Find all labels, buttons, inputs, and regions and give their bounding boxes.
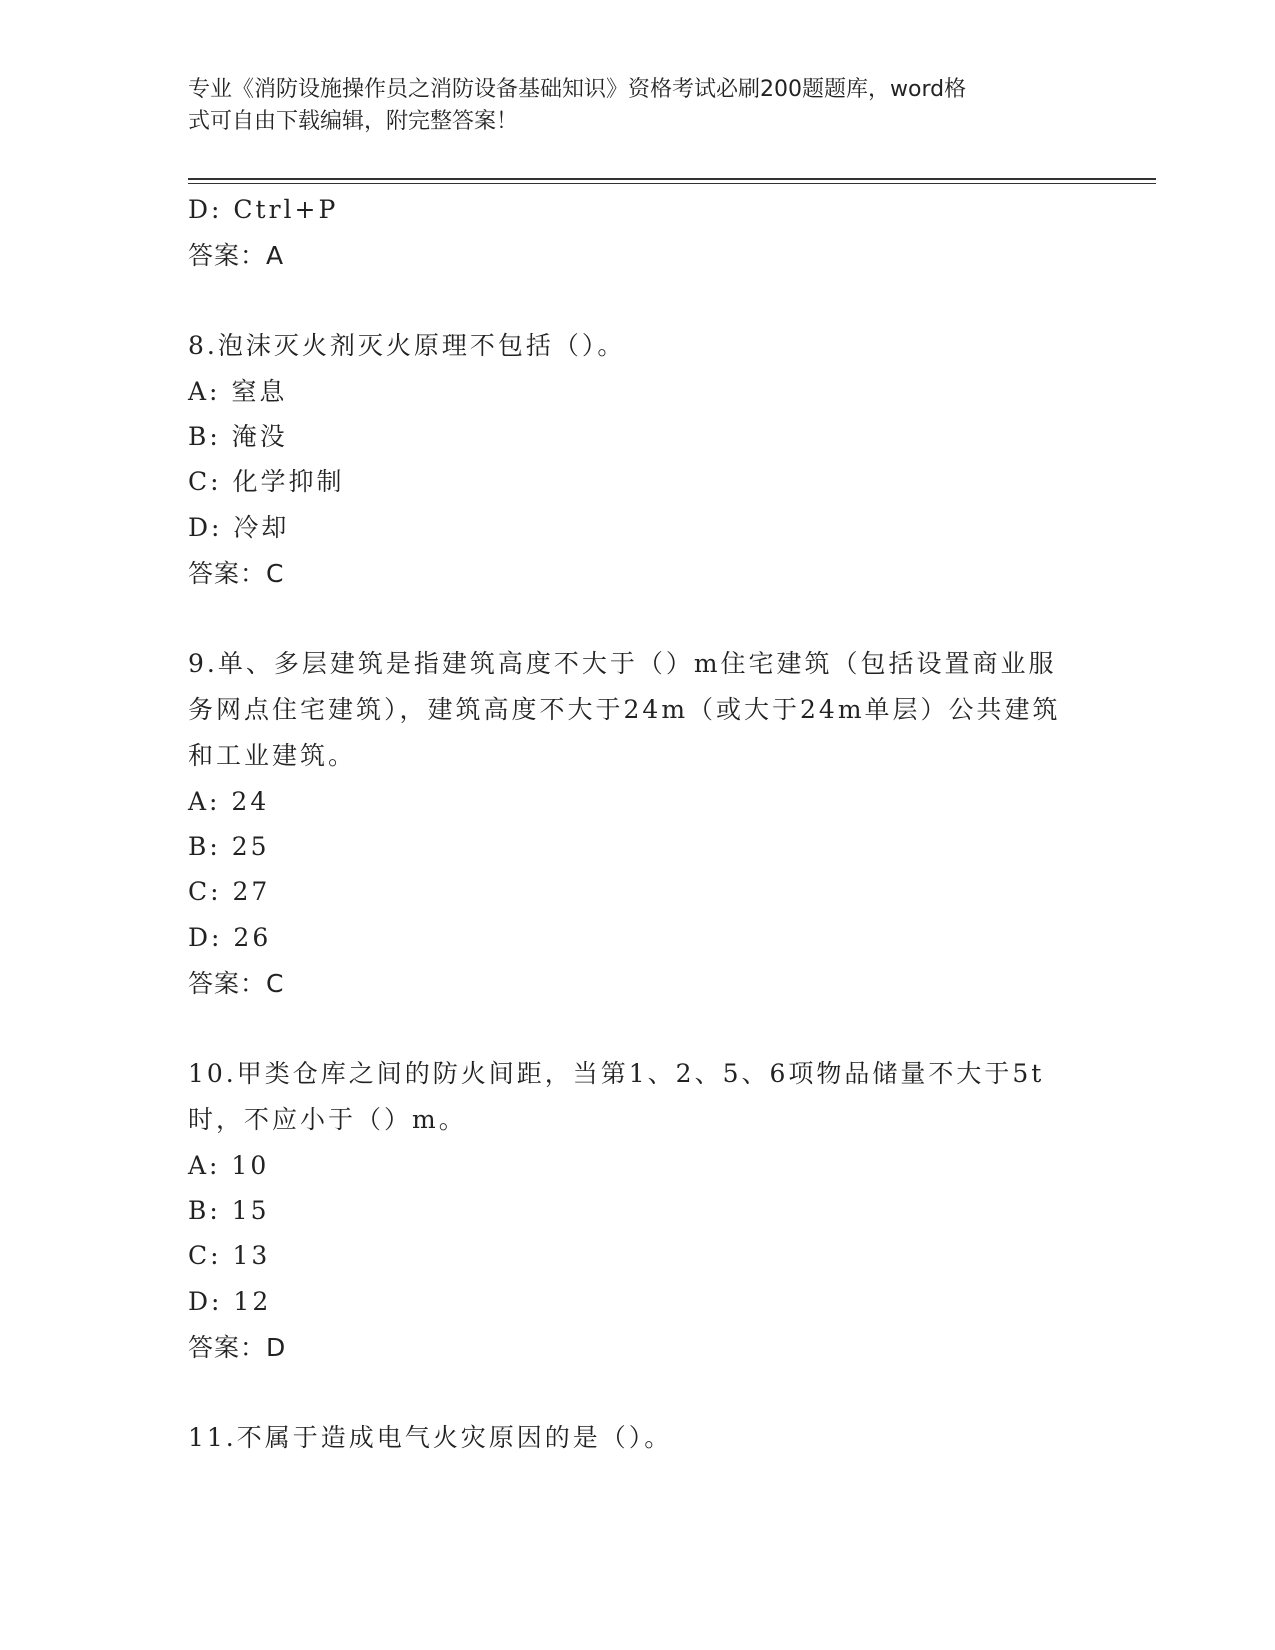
q11-question: 11.不属于造成电气火灾原因的是（）。 xyxy=(188,1423,673,1452)
q8-answer: 答案：C xyxy=(188,559,285,588)
q8-option-b: B: 淹没 xyxy=(188,422,288,451)
q9-question-line-1: 9.单、多层建筑是指建筑高度不大于（）m住宅建筑（包括设置商业服 xyxy=(188,649,1057,678)
q9-question-line-3: 和工业建筑。 xyxy=(188,741,357,770)
header-line-1: 专业《消防设施操作员之消防设备基础知识》资格考试必刷200题题库，word格 xyxy=(188,77,967,102)
q10-option-b: B: 15 xyxy=(188,1196,270,1225)
q7-answer: 答案：A xyxy=(188,241,285,270)
header-divider-thin xyxy=(188,183,1156,184)
q10-question-line-2: 时，不应小于（）m。 xyxy=(188,1105,467,1134)
q8-option-c: C: 化学抑制 xyxy=(188,467,345,496)
q9-option-c: C: 27 xyxy=(188,877,271,906)
q10-option-d: D: 12 xyxy=(188,1287,272,1316)
q10-option-a: A: 10 xyxy=(188,1151,270,1180)
q9-answer: 答案：C xyxy=(188,969,285,998)
q8-question: 8.泡沫灭火剂灭火原理不包括（）。 xyxy=(188,331,626,360)
q9-option-b: B: 25 xyxy=(188,832,270,861)
q10-question-line-1: 10.甲类仓库之间的防火间距，当第1、2、5、6项物品储量不大于5t xyxy=(188,1059,1045,1088)
q8-option-d: D: 冷却 xyxy=(188,513,290,542)
q8-option-a: A: 窒息 xyxy=(188,377,288,406)
q7-option-d: D: Ctrl+P xyxy=(188,195,339,224)
header-line-2: 式可自由下载编辑，附完整答案！ xyxy=(188,109,519,134)
document-header xyxy=(188,74,1068,138)
q9-option-d: D: 26 xyxy=(188,923,272,952)
q10-option-c: C: 13 xyxy=(188,1241,271,1270)
q9-question-line-2: 务网点住宅建筑），建筑高度不大于24m（或大于24m单层）公共建筑 xyxy=(188,695,1061,724)
header-divider-thick xyxy=(188,178,1156,180)
q9-option-a: A: 24 xyxy=(188,787,270,816)
q10-answer: 答案：D xyxy=(188,1333,287,1362)
